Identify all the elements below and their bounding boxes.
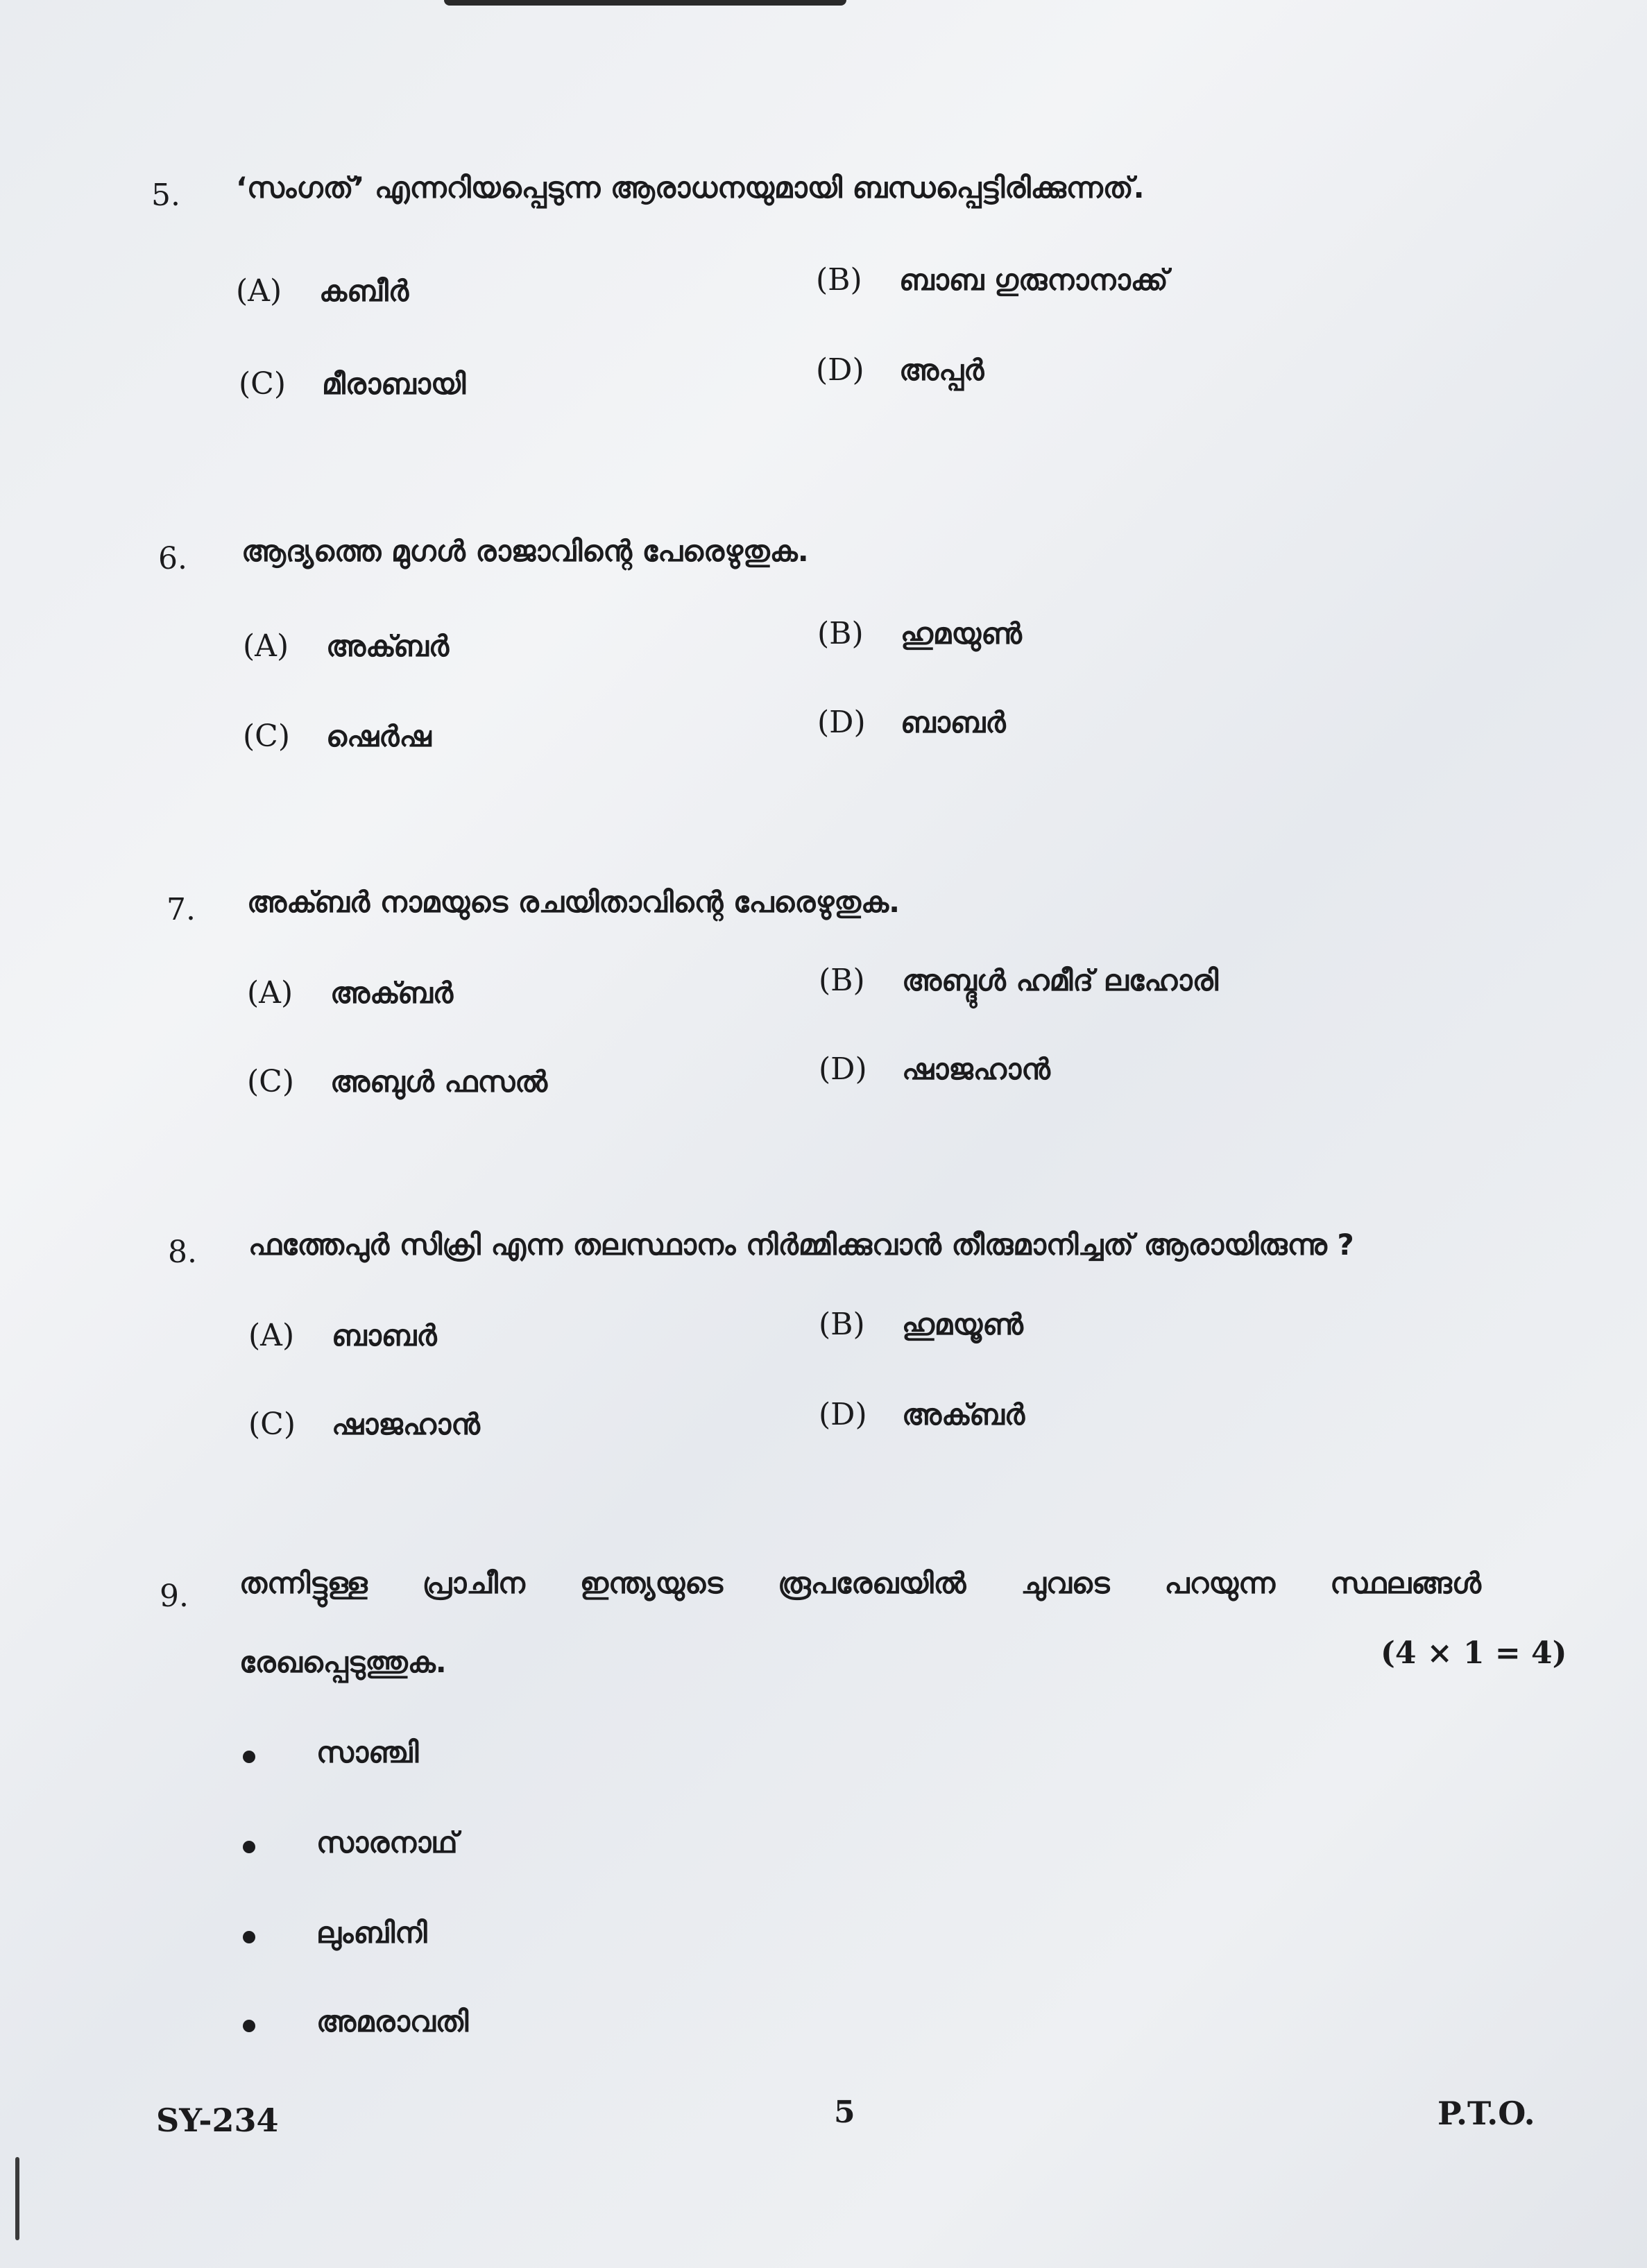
option-key: (A) (236, 273, 282, 309)
option-value: ബാബ ഗുരുനാനാക്ക് (899, 263, 1168, 297)
option-value: ഹുമയുൺ (901, 617, 1023, 651)
option-key: (C) (239, 366, 286, 402)
option-b (819, 1307, 1023, 1342)
option-key: (B) (816, 262, 862, 298)
word: തന്നിട്ടുള്ള (239, 1566, 368, 1600)
option-value: കബീർ (319, 274, 409, 308)
place-name: അമരാവതി (316, 2004, 469, 2038)
option-key: (D) (819, 1051, 867, 1087)
option-key: (B) (817, 616, 864, 651)
option-a (243, 628, 449, 664)
option-b (819, 963, 1218, 998)
place-item (243, 2004, 468, 2039)
option-b (817, 616, 1022, 651)
option-key: (A) (243, 628, 289, 664)
option-c (239, 366, 466, 402)
option-key: (B) (819, 963, 865, 998)
top-edge-shadow (444, 0, 846, 6)
question-text: ഫത്തേപുർ സിക്രി എന്ന തലസ്ഥാനം നിർമ്മിക്കുവാൻ തീരുമാനിച്ചത് ആരായിരുന്നു ? (248, 1228, 1354, 1262)
place-name: ലുംബിനി (316, 1916, 427, 1950)
option-value: അക്ബർ (902, 1398, 1025, 1432)
option-key: (A) (248, 1318, 295, 1353)
page-number: 5 (834, 2095, 855, 2130)
bullet-icon (243, 1841, 255, 1853)
question-text: ആദ്യത്തെ മുഗൾ രാജാവിന്റെ പേരെഴുതുക. (241, 534, 809, 568)
option-a (248, 1318, 437, 1353)
option-c (243, 719, 432, 754)
option-d (819, 1397, 1025, 1432)
option-value: അബുൾ ഫസൽ (330, 1065, 548, 1099)
option-d (816, 352, 984, 388)
word: പ്രാചീന (422, 1566, 525, 1600)
bullet-icon (243, 1751, 255, 1763)
word: രൂപരേഖയിൽ (778, 1566, 966, 1600)
left-edge-mark (15, 2157, 19, 2240)
option-key: (C) (243, 719, 290, 754)
option-key: (D) (816, 352, 864, 388)
word: ചുവടെ (1021, 1566, 1110, 1600)
option-key: (C) (247, 1064, 294, 1099)
option-value: ബാബർ (332, 1318, 437, 1352)
option-value: ഷെർഷ (326, 719, 432, 753)
place-name: സാഞ്ചി (316, 1735, 419, 1769)
option-d (819, 1051, 1050, 1087)
option-value: മീരാബായി (322, 367, 466, 401)
option-value: ബാബർ (901, 705, 1006, 739)
place-item (243, 1825, 458, 1860)
option-value: ഹുമയൂൺ (902, 1307, 1024, 1341)
option-key: (B) (819, 1307, 865, 1342)
place-item (243, 1916, 427, 1950)
option-a (247, 975, 453, 1011)
question-text: അക്ബർ നാമയുടെ രചയിതാവിന്റെ പേരെഴുതുക. (247, 885, 901, 919)
option-key: (D) (819, 1397, 867, 1432)
place-item (243, 1735, 418, 1770)
question-number: 5. (151, 178, 180, 213)
marks-allocation: (4 × 1 = 4) (1381, 1635, 1567, 1671)
option-key: (C) (248, 1407, 296, 1442)
word: പറയുന്ന (1164, 1566, 1276, 1600)
question-text-line-1 (239, 1566, 1481, 1601)
option-value: അക്ബർ (330, 976, 454, 1010)
question-number: 7. (167, 892, 196, 927)
option-key: (D) (817, 705, 866, 740)
option-value: അക്ബർ (326, 629, 450, 663)
option-value: ഷാജഹാൻ (902, 1052, 1050, 1086)
option-d (817, 705, 1006, 740)
question-number: 9. (160, 1579, 189, 1614)
option-value: ഷാജഹാൻ (332, 1407, 480, 1441)
please-turn-over: P.T.O. (1437, 2095, 1535, 2132)
bullet-icon (243, 1931, 255, 1943)
question-number: 8. (168, 1235, 197, 1270)
question-number: 6. (158, 541, 187, 576)
option-c (248, 1407, 480, 1442)
word: സ്ഥലങ്ങൾ (1330, 1566, 1481, 1600)
question-text-line-2: രേഖപ്പെടുത്തുക. (239, 1645, 447, 1679)
question-text: ‘സംഗത്’ എന്നറിയപ്പെടുന്ന ആരാധനയുമായി ബന്ധപ്പെട്ടിരിക്കുന്നത്. (236, 171, 1145, 205)
word: ഇന്ത്യയുടെ (579, 1566, 724, 1600)
option-a (236, 273, 409, 309)
option-value: അപ്പർ (899, 353, 984, 387)
option-c (247, 1064, 547, 1099)
place-name: സാരനാഥ് (316, 1825, 458, 1859)
bullet-icon (243, 2020, 255, 2032)
paper-code: SY-234 (156, 2102, 279, 2139)
option-value: അബ്ദുൾ ഹമീദ് ലഹോരി (902, 963, 1219, 997)
option-b (816, 262, 1168, 298)
option-key: (A) (247, 975, 293, 1011)
